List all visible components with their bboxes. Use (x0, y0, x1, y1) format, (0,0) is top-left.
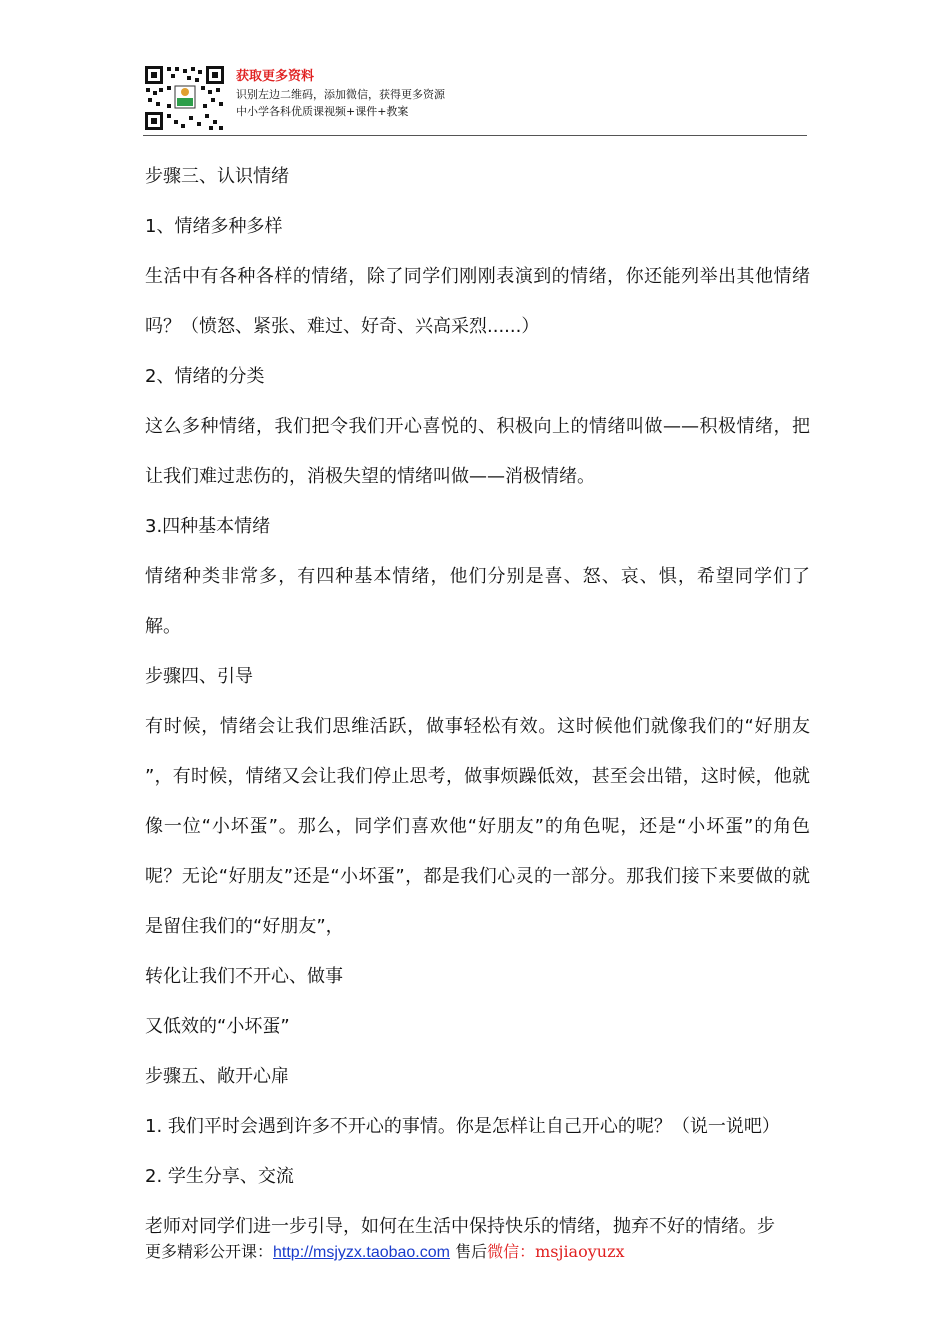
section-heading: 步骤三、认识情绪 (145, 166, 289, 187)
list-item: 1. 我们平时会遇到许多不开心的事情。你是怎样让自己开心的呢？（说一说吧） (145, 1116, 780, 1137)
header-title: 获取更多资料 (236, 69, 315, 84)
header-line2: 中小学各科优质课视频+课件+教案 (236, 105, 409, 118)
footer-middle: 售后 (449, 1242, 488, 1261)
paragraph: 这么多种情绪，我们把令我们开心喜悦的、积极向上的情绪叫做——积极情绪，把让我们难过悲伤的，消极失望的情绪叫做——消极情绪。 (145, 416, 810, 487)
section-heading: 步骤四、引导 (145, 666, 253, 687)
subheading: 1、情绪多种多样 (145, 216, 283, 237)
footer-prefix: 更多精彩公开课： (145, 1242, 274, 1261)
paragraph: 情绪种类非常多，有四种基本情绪，他们分别是喜、怒、哀、惧，希望同学们了解。 (145, 566, 810, 637)
paragraph: 又低效的“小坏蛋” (145, 1016, 290, 1037)
qr-code-icon[interactable] (143, 64, 226, 132)
header-text (236, 68, 445, 120)
paragraph: 生活中有各种各样的情绪，除了同学们刚刚表演到的情绪，你还能列举出其他情绪吗？（愤怒、紧张、难过、好奇、兴高采烈......） (145, 266, 810, 337)
header-banner (143, 64, 807, 136)
header-divider (143, 135, 807, 136)
paragraph: 老师对同学们进一步引导，如何在生活中保持快乐的情绪，抛弃不好的情绪。步 (145, 1216, 775, 1237)
list-item: 2. 学生分享、交流 (145, 1166, 294, 1187)
paragraph: 有时候，情绪会让我们思维活跃，做事轻松有效。这时候他们就像我们的“好朋友 ”，有时候，情绪又会让我们停止思考，做事烦躁低效，甚至会出错，这时候，他就像一位“小坏蛋”。那么，同学们喜欢他“好朋友”的角色呢，还是“小坏蛋”的角色呢？无论“好朋友”还是“小坏蛋”，都是我们心灵的一部分。那我们接下来要做的就是留住我们的“好朋友”， (145, 716, 810, 937)
subheading: 3.四种基本情绪 (145, 516, 271, 537)
footer-wechat-id: msjiaoyuzx (535, 1242, 625, 1261)
paragraph: 转化让我们不开心、做事 (145, 966, 343, 987)
document-body (145, 152, 810, 1252)
header-line1: 识别左边二维码，添加微信，获得更多资源 (236, 88, 445, 101)
subheading: 2、情绪的分类 (145, 366, 265, 387)
footer-wechat-label: 微信： (487, 1242, 536, 1261)
section-heading: 步骤五、敞开心扉 (145, 1066, 289, 1087)
footer-link[interactable]: http://msjyzx.taobao.com (273, 1244, 450, 1261)
footer (145, 1240, 625, 1265)
